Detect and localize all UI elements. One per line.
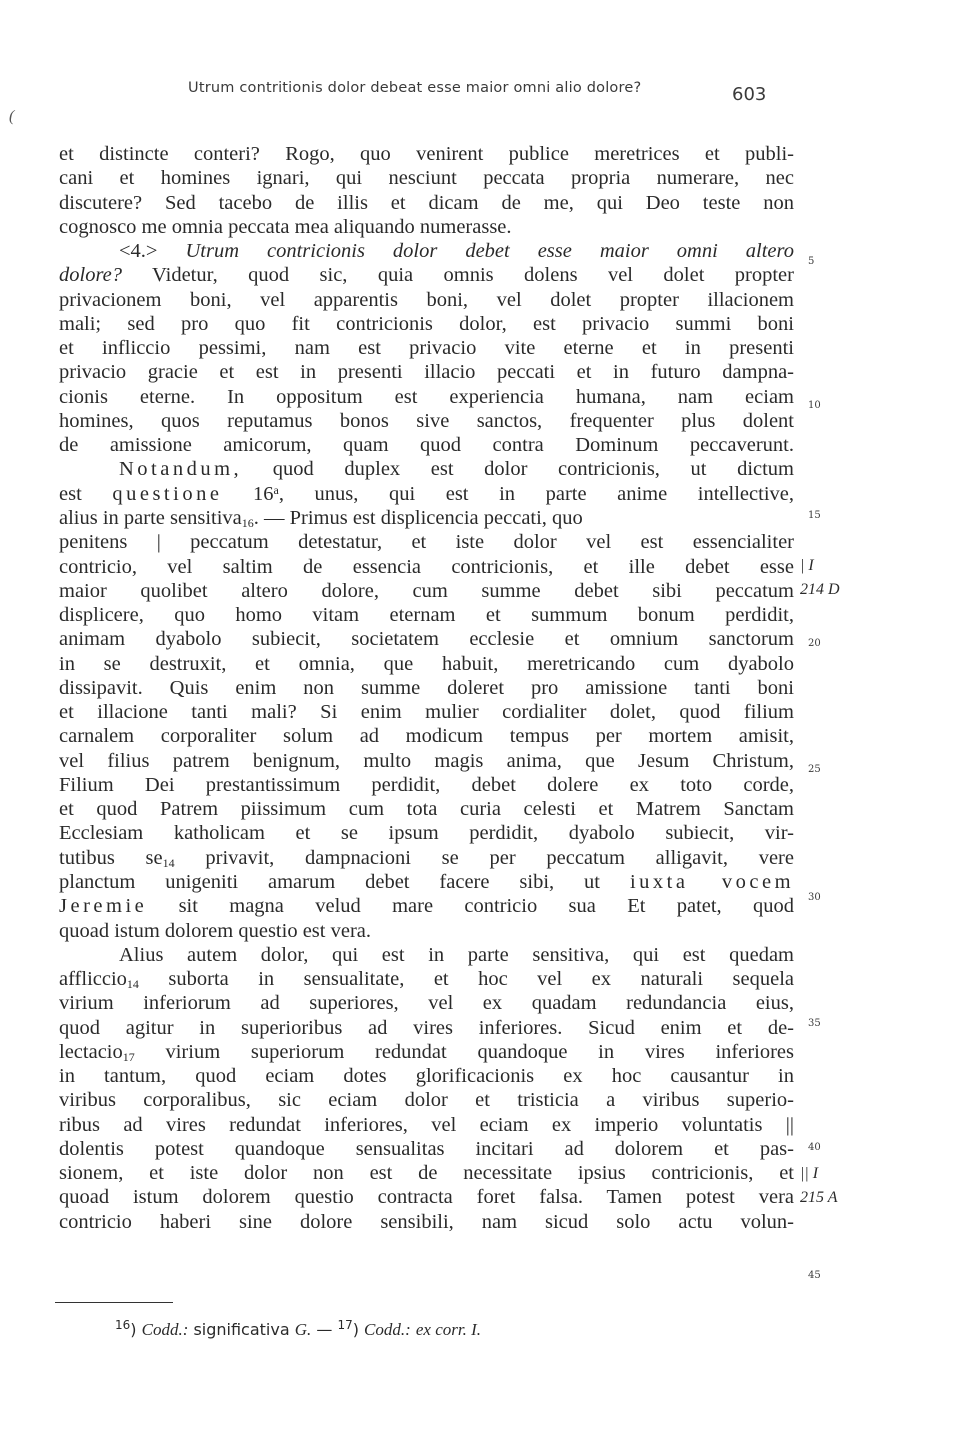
text-line: penitens | peccatum detestatur, et iste dolor vel est essencialiter	[59, 531, 794, 554]
text-line	[59, 870, 794, 894]
footnote-rule	[55, 1302, 173, 1303]
spaced-term: Notandum,	[119, 458, 243, 481]
text-line: et infliccio pessimi, nam est privacio vite eterne et in presenti	[59, 337, 794, 360]
spaced-term: iuxta vocem	[629, 870, 795, 893]
text-line: ribus ad vires redundat inferiores, vel eciam ex imperio voluntatis ||	[59, 1113, 794, 1136]
text-span: alius in parte sensitiva	[59, 506, 242, 529]
manuscript-ref: || I	[800, 1165, 819, 1182]
text-line	[59, 506, 794, 530]
footnotes: $^{16}$) Codd.: significativa G. — $^{17}$) Codd.: ex corr. I.	[115, 1318, 482, 1339]
stray-mark: (	[9, 108, 15, 125]
section-heading-line	[59, 239, 794, 263]
line-number: 10	[808, 400, 821, 411]
text-line: Ecclesiam katholicam et se ipsum perdidit, dyabolo subiecit, vir-	[59, 822, 794, 845]
line-number: 45	[808, 1270, 821, 1281]
text-line: dissipavit. Quis enim non summe doleret pro amissione tanti boni	[59, 676, 794, 699]
text-line: privacionem boni, vel apparentis boni, vel dolet propter illacionem	[59, 288, 794, 311]
text-line: cionis eterne. In oppositum est experiencia humana, nam eciam	[59, 385, 794, 408]
text-span: virium superiorum redundat quandoque in vires inferiores	[134, 1040, 794, 1063]
footnote-text: significativa	[188, 1320, 295, 1339]
text-line: virium inferiorum ad superiores, vel ex quadam redundancia eius,	[59, 992, 794, 1015]
text-span: planctum unigeniti amarum debet facere sibi, ut	[59, 870, 601, 893]
line-number: 5	[808, 256, 815, 267]
text-line	[59, 457, 794, 481]
footnote-ref: 14	[162, 855, 175, 870]
text-line: et distincte conteri? Rogo, quo venirent publice meretrices et publi-	[59, 143, 794, 165]
text-span: affliccio	[59, 968, 127, 991]
text-line: dolentis potest quandoque sensualitas incitari ad dolorem et pas-	[59, 1137, 794, 1160]
footnote-separator: —	[311, 1320, 338, 1339]
manuscript-ref: | I	[800, 557, 814, 574]
footnote-number: 17	[337, 1318, 353, 1332]
footnote-ref: 16	[241, 515, 254, 530]
text-span: sit magna velud mare contricio sua Et patet, quod	[178, 895, 795, 918]
text-line: cognosco me omnia peccata mea aliquando numerasse.	[59, 215, 512, 238]
text-span: , unus, qui est in parte anime intellective,	[278, 482, 794, 505]
text-line: Alius autem dolor, qui est in parte sensitiva, qui est quedam	[119, 943, 794, 966]
section-title-end: dolore?	[59, 264, 123, 287]
text-span: lectacio	[59, 1040, 123, 1063]
line-number: 15	[808, 510, 821, 521]
manuscript-folio: 215 A	[800, 1189, 838, 1206]
text-line: et illacione tanti mali? Si enim mulier cordialiter dolet, quod filium	[59, 701, 794, 724]
text-span: est	[59, 482, 82, 505]
text-line: in tantum, quod eciam dotes glorificacionis ex hoc causantur in	[59, 1065, 794, 1088]
text-line: viribus corporalibus, sic eciam dolor et tristicia a viribus superio-	[59, 1089, 794, 1112]
text-line: cani et homines ignari, qui nesciunt peccata propria numerare, nec	[59, 167, 794, 190]
line-number: 25	[808, 764, 821, 775]
footnote-text: Codd.:	[141, 1320, 189, 1339]
text-line	[59, 846, 794, 870]
text-line: quod agitur in superioribus ad vires inferiores. Sicud enim et de-	[59, 1016, 794, 1039]
section-title: Utrum contricionis dolor debet esse maior omni altero	[185, 240, 794, 263]
line-number: 40	[808, 1142, 821, 1153]
text-line: mali; sed pro quo fit contricionis dolor, est privacio summi boni	[59, 312, 794, 335]
page-number: 603	[732, 84, 767, 105]
text-span: suborta in sensualitate, et hoc vel ex naturali sequela	[138, 968, 794, 991]
footnote-text: Codd.:	[364, 1320, 411, 1339]
text-line: in se destruxit, et omnia, que habuit, meretricando cum dyabolo	[59, 652, 794, 675]
text-line	[59, 263, 794, 287]
text-line: animam dyabolo subiecit, societatem ecclesie et omnium sanctorum	[59, 628, 794, 651]
text-line: et quod Patrem piissimum cum tota curia celesti et Matrem Sanctam	[59, 798, 794, 821]
text-line	[59, 482, 794, 506]
text-span: 16	[253, 482, 274, 505]
spaced-term: questione	[112, 482, 223, 505]
text-line: sionem, et iste dolor non est de necessitate ipsius contricionis, et	[59, 1162, 794, 1185]
text-span: privavit, dampnacioni se per peccatum alligavit, vere	[174, 846, 794, 869]
footnote-ref: 17	[122, 1049, 135, 1064]
text-line	[59, 1040, 794, 1064]
superscript: a	[273, 482, 279, 497]
text-line: quoad istum dolorem questio est vera.	[59, 919, 371, 942]
text-line: discutere? Sed tacebo de illis et dicam de me, qui Deo teste non	[59, 191, 794, 214]
line-number: 20	[808, 638, 821, 649]
manuscript-folio: 214 D	[800, 581, 840, 598]
line-number: 30	[808, 892, 821, 903]
text-line: maior quolibet altero dolore, cum summe debet sibi peccatum	[59, 579, 794, 602]
text-line: contricio haberi sine dolore sensibili, nam sicud solo actu volun-	[59, 1210, 794, 1233]
text-line: de amissione amicorum, quam quod contra Dominum peccaverunt.	[59, 434, 794, 457]
text-line: contricio, vel saltim de essencia contricionis, et ille debet esse	[59, 555, 794, 578]
text-span: quod duplex est dolor contricionis, ut dictum	[272, 458, 794, 481]
section-number: <4.>	[119, 240, 158, 263]
text-line	[59, 967, 794, 991]
text-line: Filium Dei prestantissimum perdidit, debet dolere ex toto corde,	[59, 773, 794, 796]
footnote-text: G.	[294, 1320, 312, 1339]
text-span: . — Primus est displicencia peccati, quo	[253, 506, 583, 529]
text-line: quoad istum dolorem questio contracta foret falsa. Tamen potest vera	[59, 1186, 794, 1209]
line-number: 35	[808, 1018, 821, 1029]
footnote-number: 16	[115, 1318, 131, 1332]
text-line	[59, 894, 794, 918]
text-span: tutibus se	[59, 846, 163, 869]
text-line: carnalem corporaliter solum ad modicum tempus per mortem amisit,	[59, 725, 794, 748]
text-line: homines, quos reputamus bonos sive sanctos, frequenter plus dolent	[59, 409, 794, 432]
text-line: displicere, quo homo vitam eternam et summum bonum perdidit,	[59, 604, 794, 627]
spaced-term: Jeremie	[59, 895, 148, 918]
footnote-ref: 14	[126, 977, 139, 992]
running-header: Utrum contritionis dolor debeat esse maior omni alio dolore?	[188, 80, 642, 96]
footnote-text: ex corr. I.	[415, 1320, 482, 1339]
body-text	[59, 142, 794, 1234]
text-span: Videtur, quod sic, quia omnis dolens vel dolet propter	[152, 264, 794, 287]
text-line: vel filius patrem benignum, multo magis anima, que Jesum Christum,	[59, 749, 794, 772]
text-line: privacio gracie et est in presenti illacio peccati et in futuro dampna-	[59, 361, 794, 384]
